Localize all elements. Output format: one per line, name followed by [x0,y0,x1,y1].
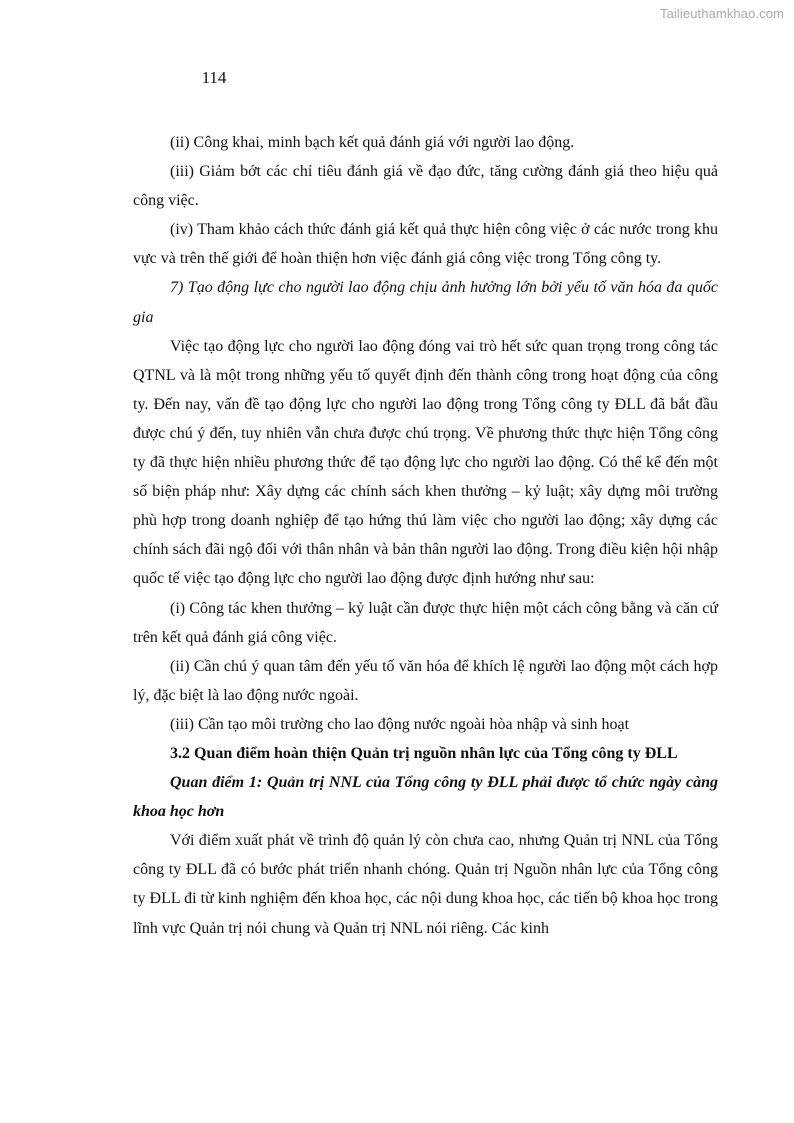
page-number [0,68,794,88]
document-body [133,128,718,943]
viewpoint-1-heading: Quan điểm 1: Quản trị NNL của Tổng công ty ĐLL phải được tổ chức ngày càng khoa học hơn [133,774,718,821]
section-3-2-heading: 3.2 Quan điểm hoàn thiện Quản trị nguồn nhân lực của Tổng công ty ĐLL [170,744,678,762]
paragraph-ii-culture: (ii) Cần chú ý quan tâm đến yếu tố văn hóa để khích lệ người lao động một cách hợp lý, đặc biệt là lao động nước ngoài. [133,657,718,704]
paragraph-motivation: Việc tạo động lực cho người lao động đóng vai trò hết sức quan trọng trong công tác QTNL và là một trong những yếu tố quyết định đến thành công trong hoạt động của công ty. Đến nay, vấn đề tạo động lực cho người lao động trong Tổng công ty ĐLL đã bắt đầu được chú ý đến, tuy nhiên vẫn chưa được chú trọng. Về phương thức thực hiện Tổng công ty đã thực hiện nhiều phương thức để tạo động lực cho người lao động. Có thể kể đến một số biện pháp như: Xây dựng các chính sách khen thưởng – kỷ luật; xây dựng môi trường phù hợp trong doanh nghiệp để tạo hứng thú làm việc cho người lao động; xây dựng các chính sách đãi ngộ đối với thân nhân và bản thân người lao động. Trong điều kiện hội nhập quốc tế việc tạo động lực cho người lao động được định hướng như sau: [133,337,718,588]
page-number-text: 114 [201,68,227,87]
section-7-heading: 7) Tạo động lực cho người lao động chịu ảnh hưởng lớn bởi yếu tố văn hóa đa quốc gia [133,279,718,326]
paragraph-iii-reduce: (iii) Giảm bớt các chỉ tiêu đánh giá về đạo đức, tăng cường đánh giá theo hiệu quả công việc. [133,163,718,210]
paragraph-iv-reference: (iv) Tham khảo cách thức đánh giá kết quả thực hiện công việc ở các nước trong khu vực và trên thế giới để hoàn thiện hơn việc đánh giá công việc trong Tổng công ty. [133,221,718,268]
paragraph-viewpoint-1: Với điểm xuất phát về trình độ quản lý còn chưa cao, nhưng Quản trị NNL của Tổng công ty ĐLL đã có bước phát triển nhanh chóng. Quản trị Nguồn nhân lực của Tổng công ty ĐLL đi từ kinh nghiệm đến khoa học, các nội dung khoa học, các tiến bộ khoa học trong lĩnh vực Quản trị nói chung và Quản trị NNL nói riêng. Các kinh [133,832,718,937]
paragraph-ii-public: (ii) Công khai, minh bạch kết quả đánh giá với người lao động. [170,134,575,151]
paragraph-iii-environment: (iii) Cần tạo môi trường cho lao động nước ngoài hòa nhập và sinh hoạt [170,715,630,733]
watermark: Tailieuthamkhao.com [659,6,784,21]
paragraph-i-reward: (i) Công tác khen thưởng – kỷ luật cần được thực hiện một cách công bằng và căn cứ trên kết quả đánh giá công việc. [133,599,718,646]
